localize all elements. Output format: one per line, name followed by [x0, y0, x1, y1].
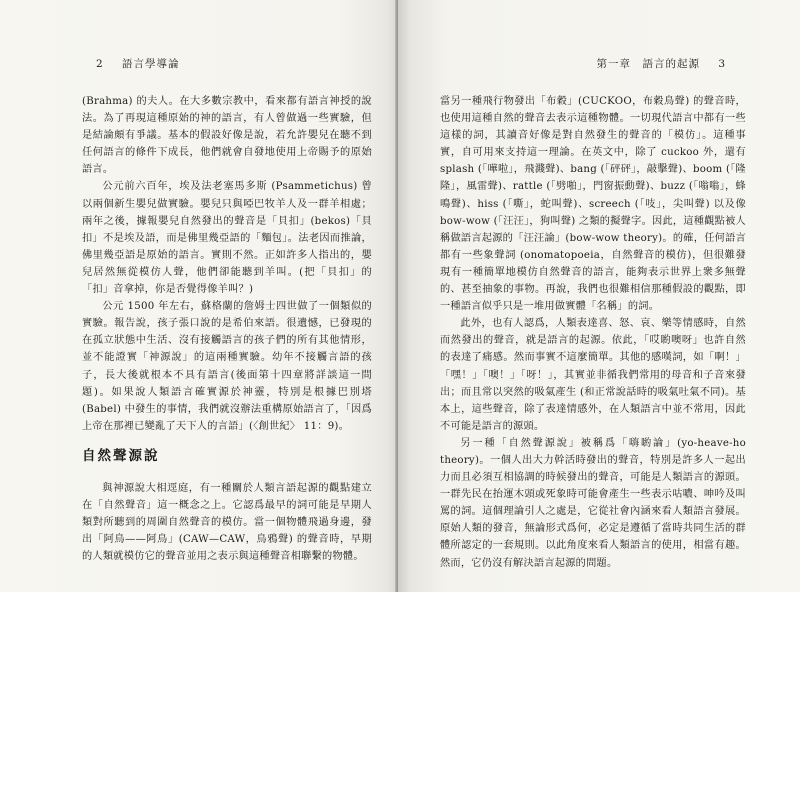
left-book-title: 語言學導論	[122, 58, 180, 70]
right-paragraph-2: 此外，也有人認爲，人類表達喜、怒、哀、樂等情感時，自然而然發出的聲音，就是語言的起源。依此，「哎喲噢呀」也許自然的表達了痛感。然而事實不這麼簡單。其他的感嘆詞，如「啊！」「嘿！」「噢！」「呀！」，其實並非循我們常用的母音和子音來發出；而且常以突然的吸氣產生 (和正常說話時的吸氣吐氣不同)。基本上，這些聲音，除了表達情感外，在人類語言中並不常用，因此不可能是語言的源頭。	[440, 318, 746, 432]
left-body-text	[82, 93, 372, 435]
right-chapter-title: 第一章 語言的起源	[596, 58, 700, 70]
right-page	[398, 0, 800, 592]
left-paragraph-2: 公元前六百年，埃及法老塞馬多斯 (Psammetichus) 曾以兩個新生嬰兒做實驗。嬰兒只與啞巴牧羊人及一群羊相處；兩年之後，據報嬰兒自然發出的聲音是「貝扣」(bekos)「貝扣」不是埃及語，而是佛里幾亞語的「麵包」。法老因而推論，佛里幾亞語是原始的語言。實則不然。正如許多人指出的，嬰兒居然無從模仿人聲，他們卻能聽到羊叫。(把「貝扣」的「扣」音拿掉，你是否覺得像羊叫？)	[82, 181, 372, 296]
right-paragraph-1: 當另一種飛行物發出「布穀」(CUCKOO，布穀鳥聲) 的聲音時，也使用這種自然的聲音去表示這種物體。一切現代語言中都有一些這樣的詞，其讀音好像是對自然發生的聲音的「模仿」。這種事實，自可用來支持這一理論。在英文中，除了 cuckoo 外，還有 splash (「嘩啦」，飛濺聲)、bang (「砰砰」，敲擊聲)、boom (「隆隆」，風雷聲)、rattle (「劈啪」，門窗振動聲)、buzz (「嗡嗡」，蜂鳴聲)、hiss (「嘶」，蛇叫聲)、screech (「吱」，尖叫聲) 以及像 bow-wow (「汪汪」，狗叫聲) 之類的擬聲字。因此，這種觀點被人稱做語言起源的「汪汪論」(bow-wow theory)。的確，任何語言都有一些象聲詞 (onomatopoeia，自然聲音的模仿)，但很難發現有一種簡單地模仿自然聲音的語言，能夠表示世界上衆多無聲的、甚至抽象的事物。再說，我們也很難相信那種假設的觀點，即一種語言似乎只是一堆用做實體「名稱」的詞。	[440, 96, 746, 313]
right-body-text	[440, 93, 746, 572]
left-section-text	[82, 480, 372, 565]
left-page-number: 2	[96, 58, 104, 70]
left-section-paragraph-1: 與神源說大相逕庭，有一種關於人類言語起源的觀點建立在「自然聲音」這一概念之上。它認爲最早的詞可能是早期人類對所聽到的周圍自然聲音的模仿。當一個物體飛過身邊，發出「阿鳥——阿鳥」(CAW—CAW，鳥鴉聲) 的聲音時，早期的人類就模仿它的聲音並用之表示與這種聲音相聯繫的物體。	[82, 483, 372, 563]
right-running-head	[596, 56, 740, 71]
left-paragraph-3: 公元 1500 年左右，蘇格蘭的詹姆士四世做了一個類似的實驗。報告說，孩子張口說的是希伯來語。很遺憾，已發現的在孤立狀態中生活、沒有接觸語言的孩子們的所有其他情形，並不能證實「神源說」的這兩種實驗。幼年不接觸言語的孩子，長大後就根本不具有語言(後面第十四章將詳談這一問題)。如果說人類語言確實源於神靈，特別是根據巴別塔 (Babel) 中發生的事情，我們就沒辦法重構原始語言了，「因爲上帝在那裡已變亂了天下人的言語」(〈創世紀〉 11：9)。	[82, 301, 372, 432]
section-heading: 自然聲源說	[82, 448, 160, 464]
right-page-number: 3	[718, 58, 726, 70]
left-running-head	[82, 56, 180, 71]
right-paragraph-3: 另一種「自然聲源說」被稱爲「嗨喲論」(yo-heave-ho theory)。一個人出大力幹活時發出的聲音，特別是許多人一起出力而且必須互相協調的時候發出的聲音，可能是人類語言的源頭。一群先民在抬運木頭或死象時可能會產生一些表示咕噥、呻吟及叫罵的詞。這個理論引人之處是，它從社會內涵來看人類語言發展。原始人類的發音，無論形式爲何，必定是遵循了當時共同生活的群體所認定的一套規則。以此角度來看人類語言的使用，相當有趣。然而，它仍沒有解決語言起源的問題。	[440, 437, 746, 569]
left-page	[0, 0, 398, 592]
left-paragraph-1: (Brahma) 的夫人。在大多數宗教中，看來都有語言神授的說法。為了再現這種原始的神的語言，有人曾做過一些實驗，但是結論頗有爭議。基本的假設好像是說，若允許嬰兒在聽不到任何語言的條件下成長，他們就會自發地使用上帝賜予的原始語言。	[82, 96, 372, 176]
